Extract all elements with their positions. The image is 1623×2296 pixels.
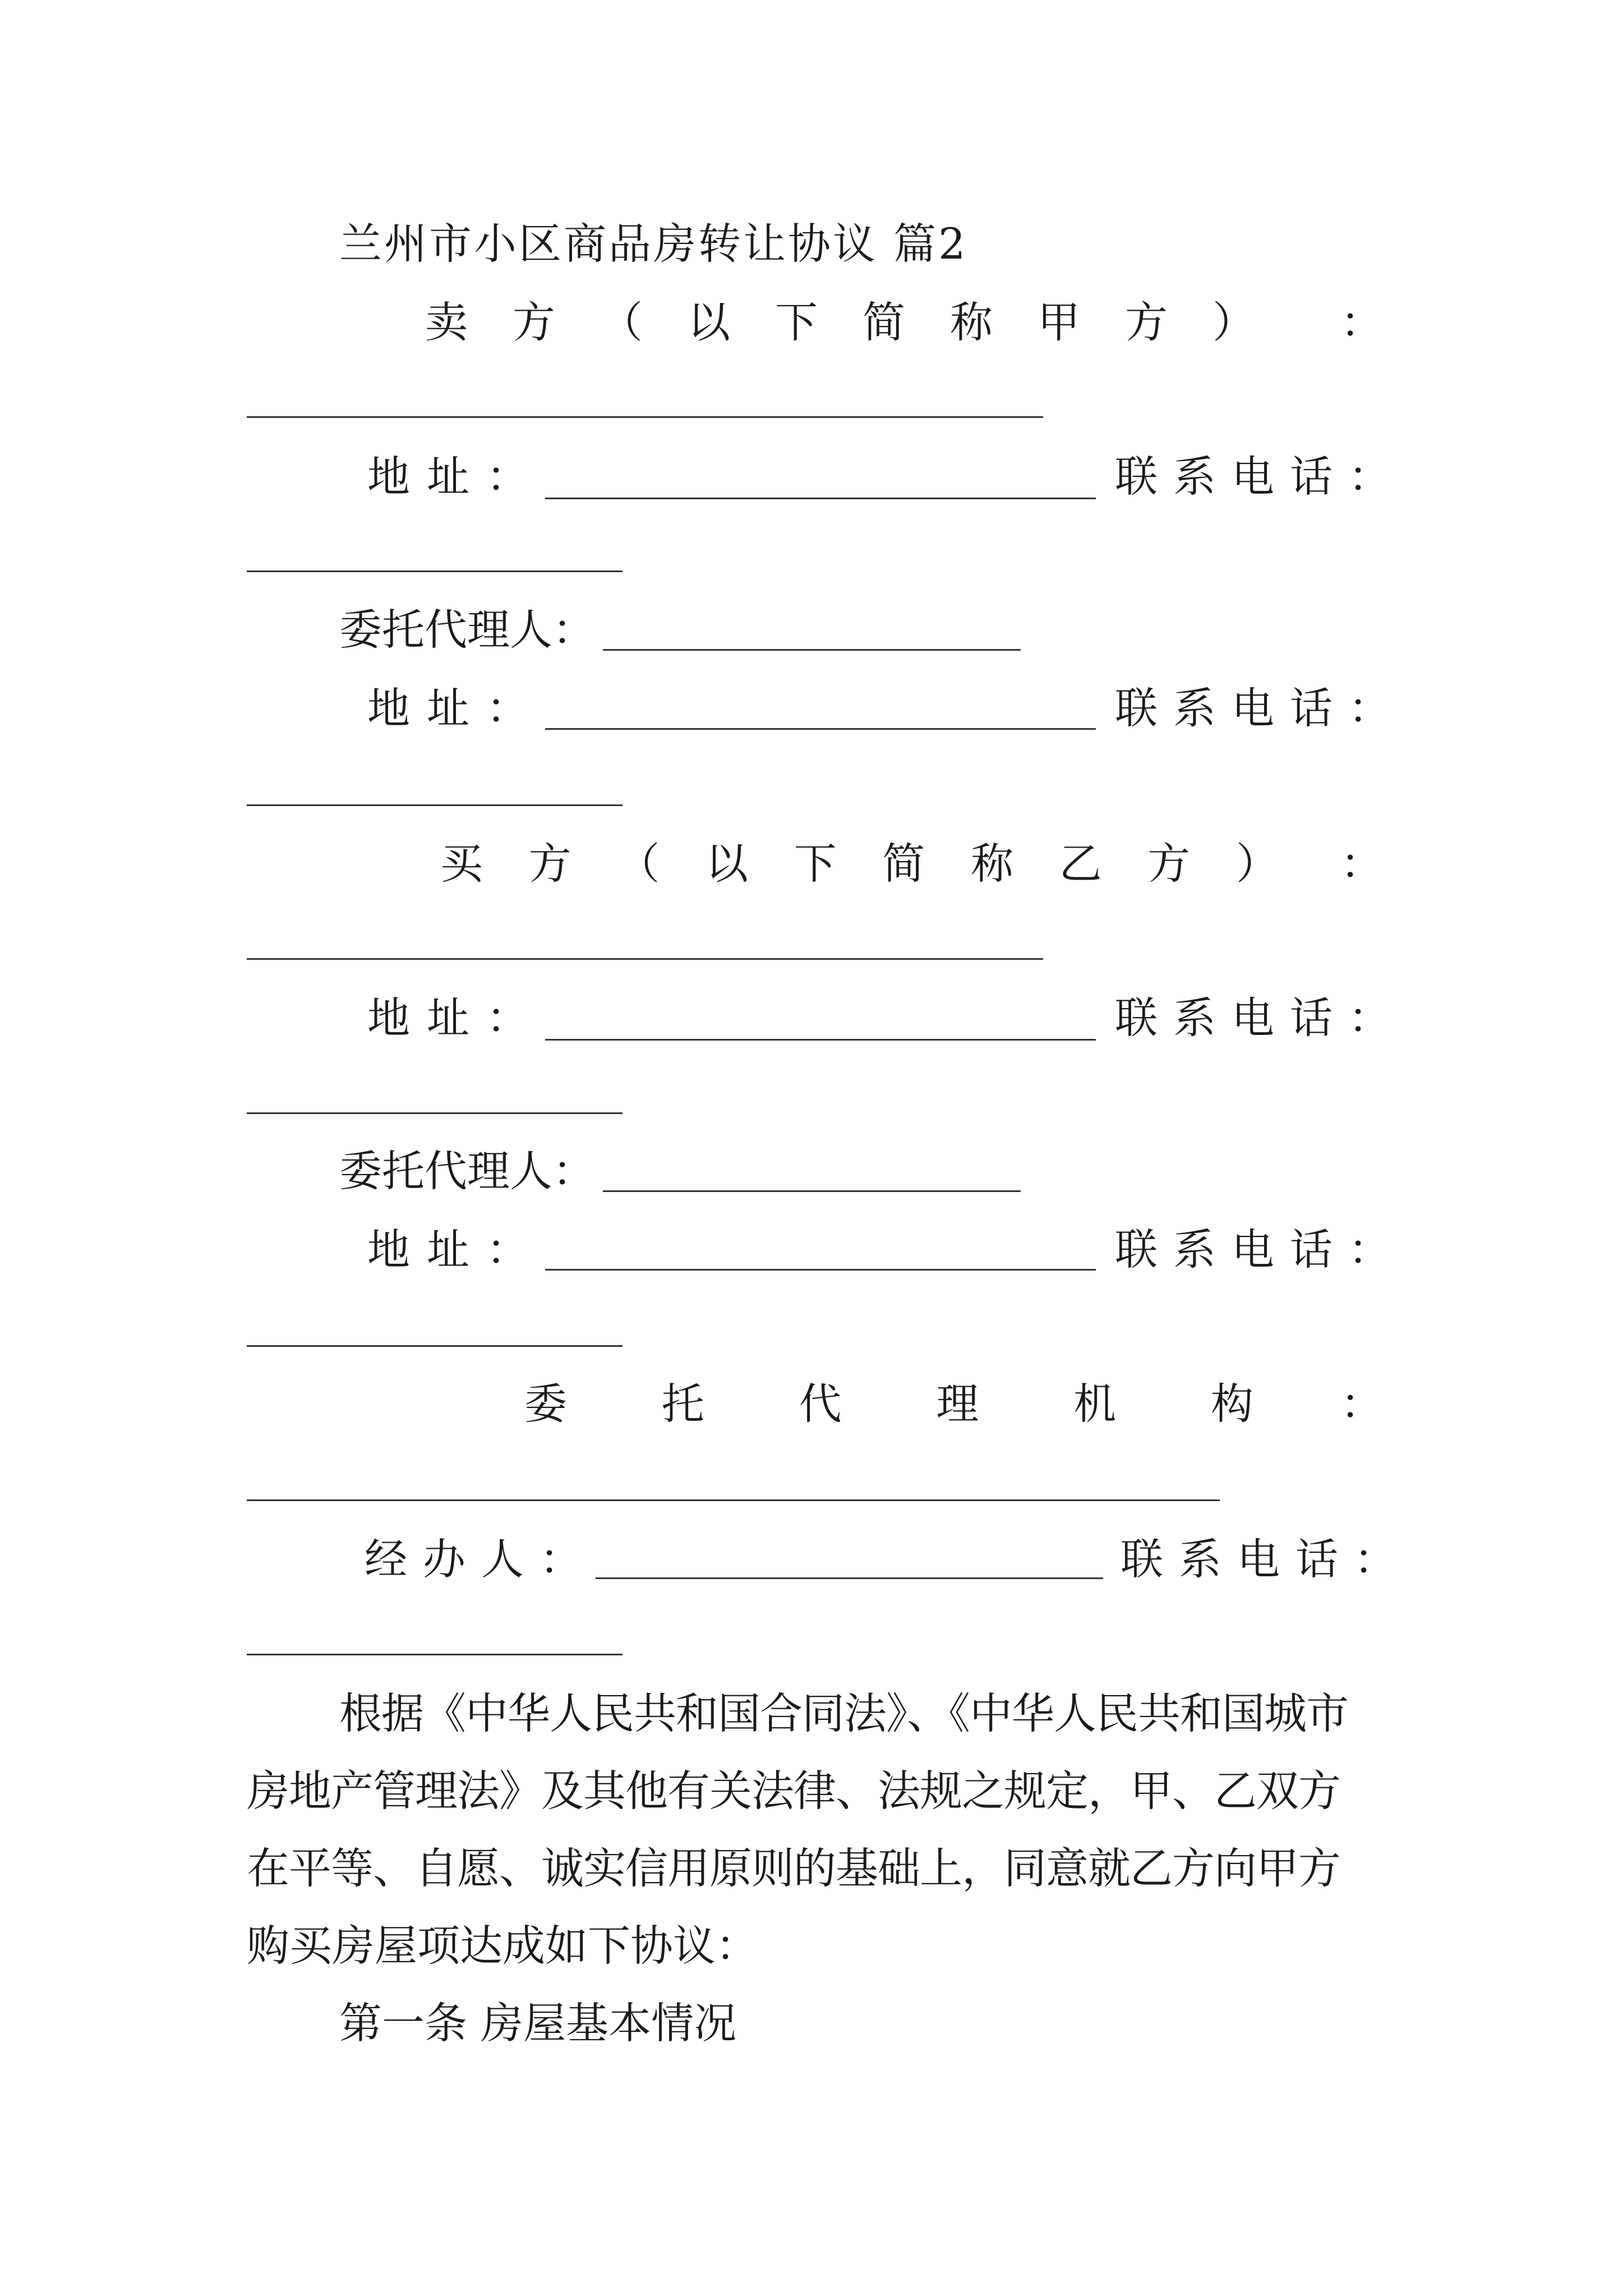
body-line-4: 购买房屋项达成如下协议： (247, 1921, 758, 1971)
handler-blank[interactable] (596, 1577, 1103, 1579)
buyer-agent-phone-label: 联系电话： (1115, 1225, 1407, 1274)
buyer-agent-blank[interactable] (603, 1190, 1021, 1192)
body-line-2: 房地产管理法》及其他有关法律、法规之规定，甲、乙双方 (247, 1766, 1340, 1816)
seller-colon: ： (1340, 297, 1383, 347)
seller-agent-phone-blank[interactable] (247, 804, 623, 806)
seller-agent-address-blank[interactable] (545, 728, 1096, 730)
body-line-3: 在平等、自愿、诚实信用原则的基础上，同意就乙方向甲方 (247, 1843, 1340, 1893)
seller-phone-label: 联系电话： (1115, 452, 1407, 501)
buyer-agent-phone-blank[interactable] (247, 1345, 623, 1347)
seller-name-blank[interactable] (247, 416, 1043, 418)
agency-name-blank[interactable] (247, 1499, 1220, 1501)
seller-address-blank[interactable] (545, 498, 1096, 499)
article-1-heading: 第一条 房屋基本情况 (339, 1998, 737, 2048)
agency-phone-blank[interactable] (247, 1654, 623, 1655)
seller-address-label: 地址： (367, 452, 546, 501)
seller-agent-label: 委托代理人： (339, 605, 595, 655)
buyer-agent-address-label: 地址： (367, 1225, 546, 1274)
buyer-address-blank[interactable] (545, 1039, 1096, 1041)
buyer-address-label: 地址： (367, 993, 546, 1043)
document-title: 兰州市小区商品房转让协议 篇2 (339, 219, 968, 269)
agency-label: 委 托 代 理 机 构 (524, 1379, 1253, 1429)
handler-label: 经办人： (365, 1534, 598, 1584)
seller-agent-address-label: 地址： (367, 683, 546, 733)
seller-label: 卖 方 （ 以 下 简 称 甲 方 ） (425, 297, 1255, 347)
buyer-agent-address-blank[interactable] (545, 1269, 1096, 1271)
buyer-label: 买 方 （ 以 下 简 称 乙 方 ） (440, 839, 1279, 889)
seller-agent-phone-label: 联系电话： (1115, 683, 1407, 733)
buyer-name-blank[interactable] (247, 958, 1043, 960)
buyer-agent-label: 委托代理人： (339, 1146, 595, 1196)
body-line-1: 根据《中华人民共和国合同法》、《中华人民共和国城市 (339, 1688, 1348, 1738)
buyer-phone-blank[interactable] (247, 1112, 623, 1114)
buyer-colon: ： (1340, 839, 1383, 889)
agency-colon: ： (1340, 1379, 1383, 1429)
seller-phone-blank[interactable] (247, 570, 623, 572)
buyer-phone-label: 联系电话： (1115, 993, 1407, 1043)
seller-agent-blank[interactable] (603, 649, 1021, 651)
agency-phone-label: 联系电话： (1121, 1534, 1412, 1584)
